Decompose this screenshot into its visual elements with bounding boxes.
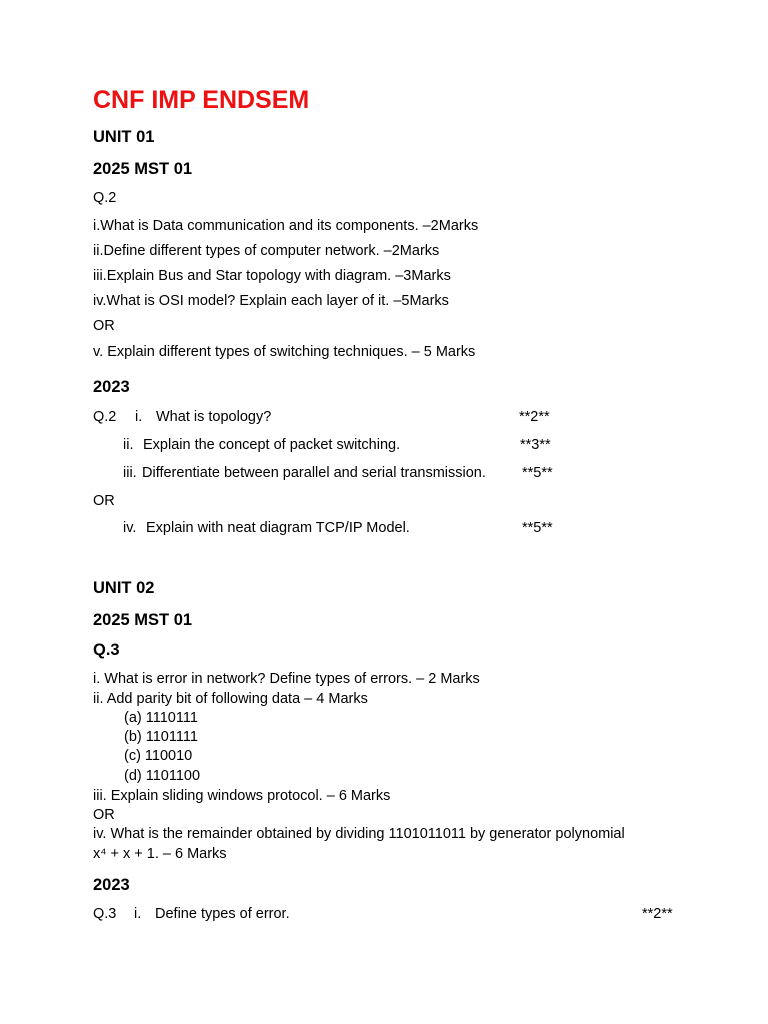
unit-02-mst-line: ii. Add parity bit of following data – 4 Marks [93, 691, 368, 707]
unit-01-2023-question-label: Q.2 [93, 409, 117, 425]
parity-data-item: (b) 1101111 [124, 729, 198, 745]
unit-01-2023-row-number: iii. [123, 465, 137, 481]
unit-01-mst-item: ii.Define different types of computer network. –2Marks [93, 243, 440, 259]
unit-01-2023-row-number: iv. [123, 520, 137, 536]
unit-02-mst-line: i. What is error in network? Define types of errors. – 2 Marks [93, 671, 480, 687]
parity-data-item: (c) 110010 [124, 748, 193, 764]
unit-01-2023-row-text: Differentiate between parallel and serial transmission. [142, 465, 486, 481]
unit-01-2023-row-marks: **5** [522, 465, 553, 481]
unit-01-2023-heading: 2023 [93, 378, 130, 396]
unit-01-2023-row-marks: **3** [520, 437, 551, 453]
unit-02-mst-line: iv. What is the remainder obtained by dividing 1101011011 by generator polynomial [93, 826, 625, 842]
unit-01-mst-question-label: Q.2 [93, 190, 117, 206]
unit-01-heading: UNIT 01 [93, 128, 155, 146]
unit-01-2023-or: OR [93, 493, 115, 509]
unit-02-2023-heading: 2023 [93, 876, 130, 894]
unit-02-2023-row-marks: **2** [642, 906, 673, 922]
unit-01-mst-item: iii.Explain Bus and Star topology with diagram. –3Marks [93, 268, 451, 284]
unit-01-mst-heading: 2025 MST 01 [93, 160, 193, 178]
unit-01-2023-row-text: Explain with neat diagram TCP/IP Model. [146, 520, 410, 536]
unit-01-2023-row-text: Explain the concept of packet switching. [143, 437, 401, 453]
unit-01-2023-row-marks: **2** [519, 409, 550, 425]
unit-02-2023-question-label: Q.3 [93, 906, 117, 922]
unit-01-mst-item: i.What is Data communication and its components. –2Marks [93, 218, 479, 234]
document-title: CNF IMP ENDSEM [93, 86, 310, 114]
unit-02-mst-line: iii. Explain sliding windows protocol. – 6 Marks [93, 788, 391, 804]
unit-01-2023-row-marks: **5** [522, 520, 553, 536]
unit-02-mst-heading: 2025 MST 01 [93, 611, 193, 629]
unit-02-2023-row-text: Define types of error. [155, 906, 290, 922]
unit-02-2023-row-number: i. [134, 906, 142, 922]
parity-data-item: (a) 1110111 [124, 710, 198, 726]
unit-02-mst-question-label: Q.3 [93, 641, 120, 659]
unit-02-heading: UNIT 02 [93, 579, 155, 597]
unit-01-mst-item: iv.What is OSI model? Explain each layer of it. –5Marks [93, 293, 449, 309]
unit-01-2023-row-number: ii. [123, 437, 134, 453]
unit-02-mst-or: OR [93, 807, 115, 823]
unit-01-mst-or: OR [93, 318, 115, 334]
unit-01-2023-row-number: i. [135, 409, 143, 425]
unit-01-2023-row-text: What is topology? [156, 409, 272, 425]
parity-data-item: (d) 1101100 [124, 768, 201, 784]
unit-02-mst-line: x⁴ + x + 1. – 6 Marks [93, 846, 227, 862]
unit-01-mst-item: v. Explain different types of switching techniques. – 5 Marks [93, 344, 476, 360]
